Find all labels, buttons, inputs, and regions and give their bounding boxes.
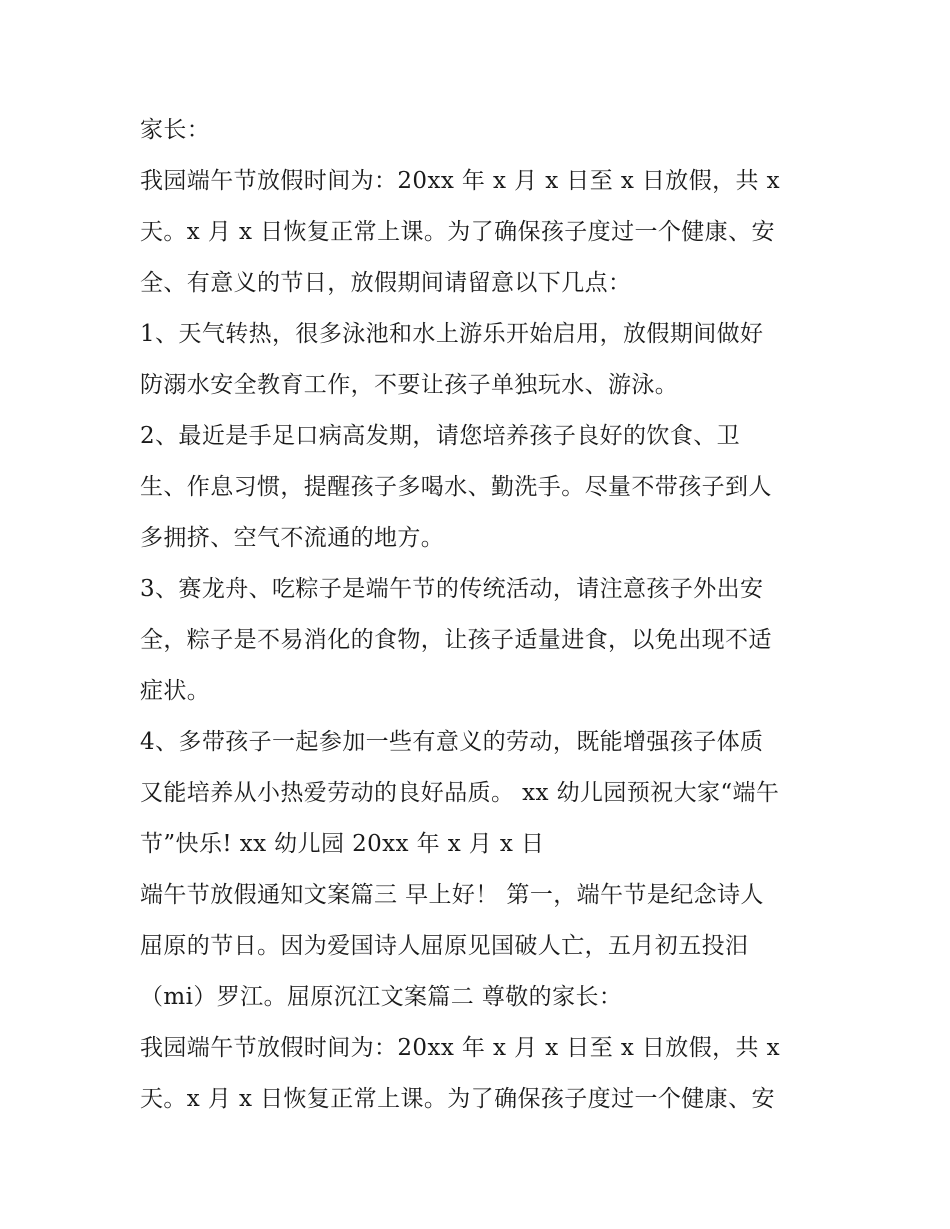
text-line: （mi）罗江。屈原沉江文案篇二 尊敬的家长： [140, 984, 623, 1010]
list-item-4-line: 又能培养从小热爱劳动的良好品质。 xx 幼儿园预祝大家“端午 [140, 780, 780, 806]
list-item-3-line: 3、赛龙舟、吃粽子是端午节的传统活动，请注意孩子外出安 [140, 576, 764, 602]
list-item-2-line: 2、最近是手足口病高发期，请您培养孩子良好的饮食、卫 [140, 423, 741, 449]
text-line: 天。x 月 x 日恢复正常上课。为了确保孩子度过一个健康、安 [140, 1086, 775, 1112]
text-line: 天。x 月 x 日恢复正常上课。为了确保孩子度过一个健康、安 [140, 219, 775, 245]
text-line: 我园端午节放假时间为：20xx 年 x 月 x 日至 x 日放假，共 x [140, 168, 780, 194]
list-item-1-line: 1、天气转热，很多泳池和水上游乐开始启用，放假期间做好 [140, 321, 764, 347]
list-item-2-line: 生、作息习惯，提醒孩子多喝水、勤洗手。尽量不带孩子到人 [140, 474, 772, 500]
list-item-1-line: 防溺水安全教育工作，不要让孩子单独玩水、游泳。 [140, 372, 679, 398]
list-item-4-line: 4、多带孩子一起参加一些有意义的劳动，既能增强孩子体质 [140, 729, 764, 755]
text-line: 全、有意义的节日，放假期间请留意以下几点： [140, 270, 632, 296]
text-line: 端午节放假通知文案篇三 早上好！ 第一，端午节是纪念诗人 [140, 882, 764, 908]
text-line: 我园端午节放假时间为：20xx 年 x 月 x 日至 x 日放假，共 x [140, 1035, 780, 1061]
greeting-line: 家长： [140, 117, 211, 143]
list-item-2-line: 多拥挤、空气不流通的地方。 [140, 525, 445, 551]
signature-line: 节”快乐! xx 幼儿园 20xx 年 x 月 x 日 [140, 831, 545, 857]
list-item-3-line: 全，粽子是不易消化的食物，让孩子适量进食，以免出现不适 [140, 627, 772, 653]
text-line: 屈原的节日。因为爱国诗人屈原见国破人亡，五月初五投汨 [140, 933, 749, 959]
document-body [140, 105, 830, 1125]
list-item-3-line: 症状。 [140, 678, 211, 704]
